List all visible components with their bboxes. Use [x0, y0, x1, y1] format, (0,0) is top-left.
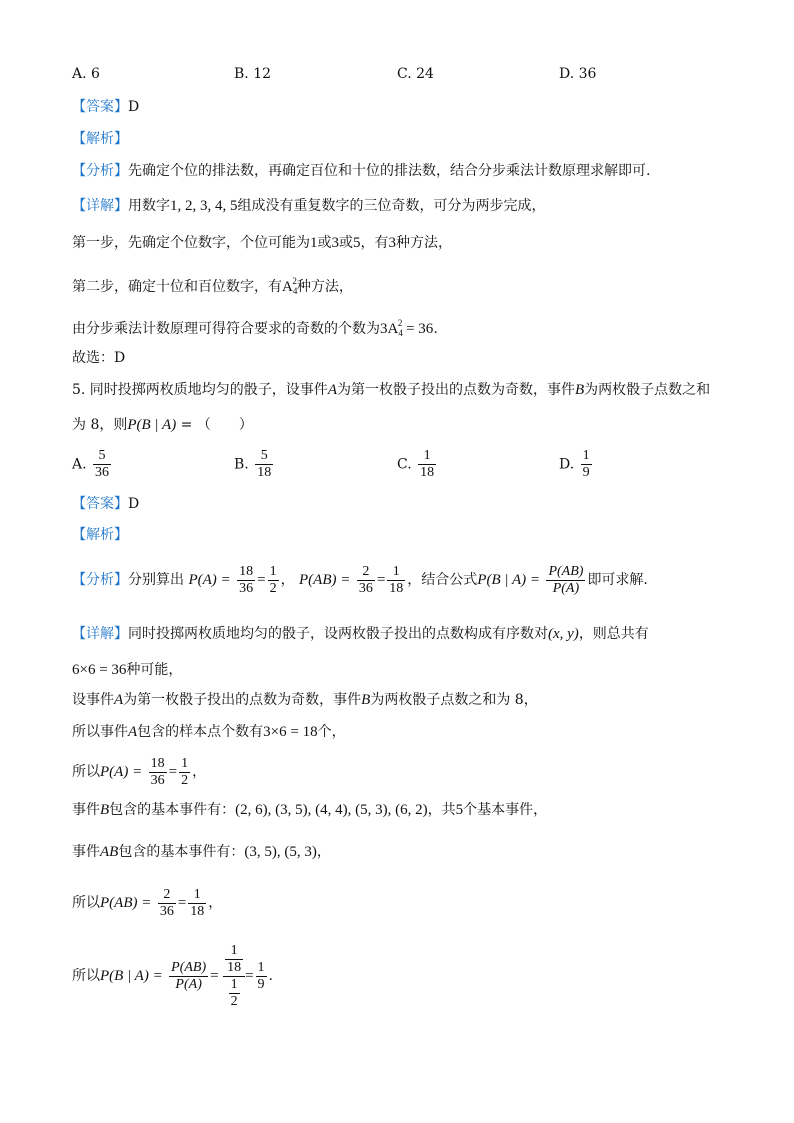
q5-line6: 所以P(A) = $\frac{18}{36}$ = $\frac{1}{2}$ ，	[72, 755, 207, 788]
q4-answer-line	[72, 97, 139, 117]
q4-option-d: D. 36	[559, 66, 597, 82]
q4-option-b: B. 12	[234, 66, 272, 82]
q5-stem-line2: 为 8，则P(B | A) = （ ）	[72, 417, 253, 433]
q5-detail-line: 【详解】同时投掷两枚质地均匀的骰子，设两枚骰子投出的点数构成有序数对(x, y)，则总共有	[72, 626, 649, 642]
q4-option-a: A. 6	[72, 66, 100, 82]
q4-analysis-tag: 【解析】	[72, 131, 128, 147]
q5-option-b: B. $\frac{5}{18}$	[234, 448, 272, 480]
q4-fenxi-line: 【分析】先确定个位的排法数，再确定百位和十位的排法数，结合分步乘法计数原理求解即可.	[72, 163, 651, 179]
q4-step2-line: 第二步，确定十位和百位数字，有$A_4^2$种方法，	[72, 276, 353, 296]
q5-analysis-tag: 【解析】	[72, 527, 128, 543]
q5-line8: 事件AB包含的基本事件有：(3, 5), (5, 3)，	[72, 844, 331, 860]
q4-detail-line: 【详解】用数字1, 2, 3, 4, 5组成没有重复数字的三位奇数，可分为两步完成，	[72, 198, 546, 214]
q5-answer-line: 【答案】D	[72, 496, 140, 512]
q5-detail-line2: 6×6 = 36种可能，	[72, 662, 183, 678]
q5-line7: 事件B包含的基本事件有：(2, 6), (3, 5), (4, 4), (5, 3), (6, 2)，共5个基本事件，	[72, 802, 548, 818]
q4-option-c: C. 24	[397, 66, 434, 82]
q5-fenxi-line: 【分析】分别算出 P(A) = $\frac{18}{36}$ = $\frac{1}{2}$ ， P(AB) = $\frac{2}{36}$ = $\frac{1}{18}$ ，结合公式P(B | A) = $\frac{P(AB)}{P(A)}$ 即可求解.	[72, 563, 648, 596]
q5-line9: 所以P(AB) = $\frac{2}{36}$ = $\frac{1}{18}$ ，	[72, 886, 223, 919]
answer-value: D	[128, 99, 140, 115]
q4-step3-line: 由分步乘法计数原理可得符合要求的奇数的个数为$3A_4^2 = 36$.	[72, 318, 438, 338]
arrangement-a42: $A_4^2$	[282, 276, 298, 296]
q5-option-a: A. $\frac{5}{36}$	[72, 448, 110, 480]
q5-line4: 设事件A为第一枚骰子投出的点数为奇数，事件B为两枚骰子点数之和为 8，	[72, 692, 538, 708]
q5-line5: 所以事件A包含的样本点个数有3×6 = 18个，	[72, 724, 346, 740]
q5-option-c: C. $\frac{1}{18}$	[397, 448, 435, 480]
q5-option-d: D. $\frac{1}{9}$	[559, 448, 590, 480]
compound-fraction: $\frac{\frac{1}{18}}{\frac{1}{2}}$	[223, 943, 245, 1010]
q5-stem-line1: 5. 同时投掷两枚质地均匀的骰子，设事件A为第一枚骰子投出的点数为奇数，事件B为两枚骰子点数之和	[72, 382, 711, 398]
answer-tag: 【答案】	[72, 99, 128, 115]
q4-step1-line: 第一步，先确定个位数字，个位可能为1或3或5，有3种方法，	[72, 235, 452, 251]
q4-choose-line: 故选：D	[72, 350, 126, 366]
count-expr: $3A_4^2$	[380, 318, 403, 338]
q5-final-line: 所以P(B | A) = $\frac{P(AB)}{P(A)}$ = $\frac{\frac{1}{18}}{\frac{1}{2}}$ = $\frac{1}{9}$ .	[72, 942, 273, 1009]
